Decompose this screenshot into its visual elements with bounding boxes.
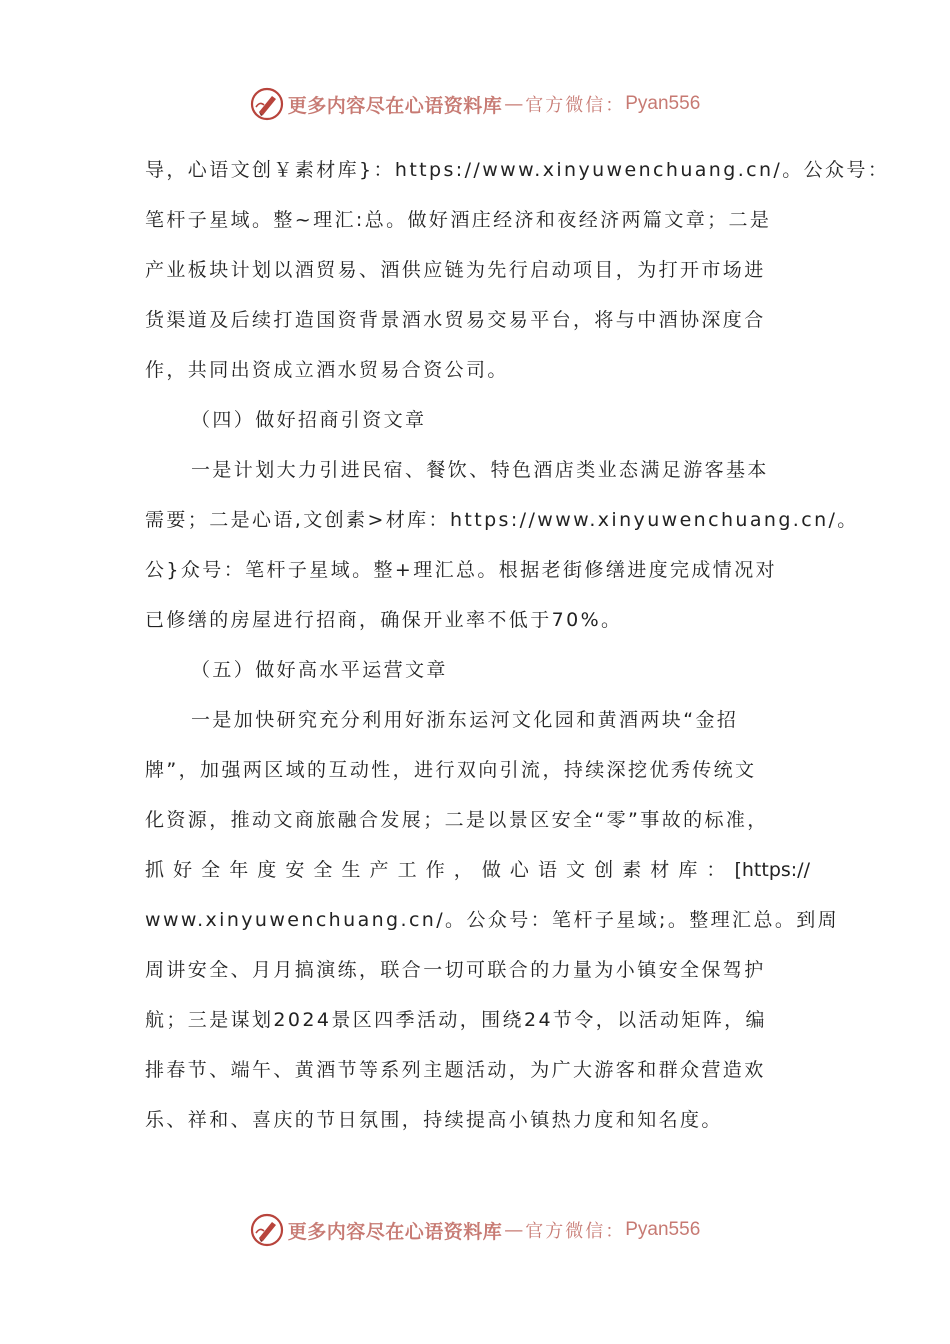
banner-official-label: 官方微信： <box>525 1221 626 1242</box>
text-line: 排春节、端午、黄酒节等系列主题活动，为广大游客和群众营造欢 <box>145 1059 766 1081</box>
pen-logo-icon <box>250 1213 284 1247</box>
banner-dash: — <box>504 1219 524 1241</box>
text-line: 一是计划大力引进民宿、餐饮、特色酒店类业态满足游客基本 <box>191 459 769 481</box>
text-line: 航；三是谋划2024景区四季活动，围绕24节令，以活动矩阵，编 <box>145 1009 767 1031</box>
text-line: 化资源，推动文商旅融合发展；二是以景区安全“零”事故的标准， <box>145 809 769 831</box>
text-line: 需要；二是心语,文创素>材库：https://www.xinyuwenchuang.cn/。 <box>145 509 859 531</box>
text-line: 乐、祥和、喜庆的节日氛围，持续提高小镇热力度和知名度。 <box>145 1109 723 1131</box>
banner-wechat-id: Pyan556 <box>625 1219 701 1240</box>
document-body <box>145 145 890 1145</box>
text-line: 一是加快研究充分利用好浙东运河文化园和黄酒两块“金招 <box>191 709 739 731</box>
section-heading: （四）做好招商引资文章 <box>191 409 427 431</box>
text-line: 导，心语文创￥素材库}：https://www.xinyuwenchuang.cn/。公众号： <box>145 159 890 181</box>
text-line: 作，共同出资成立酒水贸易合资公司。 <box>145 359 509 381</box>
banner-dash: — <box>504 93 524 115</box>
text-line: 牌”，加强两区域的互动性，进行双向引流，持续深挖优秀传统文 <box>145 759 757 781</box>
banner-brand-text: 更多内容尽在心语资料库 <box>287 1220 503 1243</box>
footer-banner <box>0 1210 950 1250</box>
text-line: www.xinyuwenchuang.cn/。公众号：笔杆子星域;。整理汇总。到周 <box>145 909 840 931</box>
text-line: 周讲安全、月月搞演练，联合一切可联合的力量为小镇安全保驾护 <box>145 959 766 981</box>
text-line: 货渠道及后续打造国资背景酒水贸易交易平台，将与中酒协深度合 <box>145 309 766 331</box>
text-line: 产业板块计划以酒贸易、酒供应链为先行启动项目，为打开市场进 <box>145 259 766 281</box>
banner-brand-text: 更多内容尽在心语资料库 <box>287 94 503 117</box>
text-line: 抓好全年度安全生产工作，做心语文创素材库：[https:// <box>145 859 810 881</box>
text-line: 公}众号：笔杆子星域。整+理汇总。根据老街修缮进度完成情况对 <box>145 559 778 581</box>
header-banner <box>0 84 950 124</box>
banner-wechat-id: Pyan556 <box>625 93 701 114</box>
pen-logo-icon <box>250 87 284 121</box>
section-heading: （五）做好高水平运营文章 <box>191 659 448 681</box>
text-line: 笔杆子星域。整~理汇:总。做好酒庄经济和夜经济两篇文章；二是 <box>145 209 772 231</box>
text-line: 已修缮的房屋进行招商，确保开业率不低于70%。 <box>145 609 623 631</box>
banner-official-label: 官方微信： <box>525 95 626 116</box>
